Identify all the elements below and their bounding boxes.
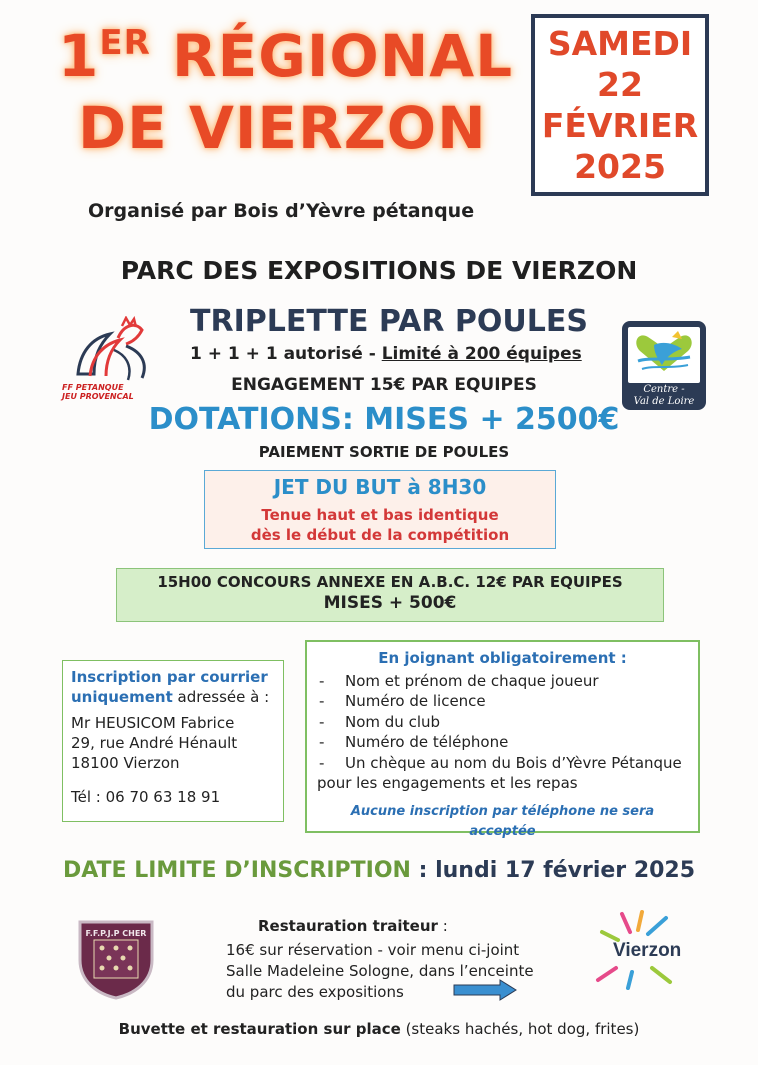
title-regional: RÉGIONAL [150,22,514,90]
organiser-text: Organisé par Bois d’Yèvre pétanque [88,200,475,222]
registration-heading-line2: uniquement [71,688,173,706]
phone-number: Tél : 06 70 63 18 91 [71,788,221,806]
date-number: 22 [597,65,643,104]
side-contest-line2: MISES + 500€ [323,593,457,613]
region-logo-line1: Centre - [643,384,685,395]
autorise-text: 1 + 1 + 1 autorisé - [190,344,376,364]
no-phone-warning: Aucune inscription par téléphone ne sera acceptée [350,803,655,839]
catering-heading [258,917,448,935]
registration-heading [71,667,275,707]
dress-code-line1: Tenue haut et bas identique [261,506,499,524]
deadline-label: DATE LIMITE D’INSCRIPTION [62,858,411,883]
date-day: SAMEDI [547,24,693,63]
catering-title-sep: : [437,917,448,935]
date-month: FÉVRIER [541,106,699,145]
deadline-separator: : [410,858,436,883]
start-time-text: JET DU BUT à 8H30 [273,475,487,499]
required-documents-list [317,671,688,774]
bar-food-line [0,1020,758,1038]
address-name: Mr HEUSICOM Fabrice [71,714,235,732]
address-city: 18100 Vierzon [71,754,180,772]
title-line-1 [58,22,513,90]
registration-heading-line1: Inscription par courrier [71,668,268,686]
required-documents-heading: En joignant obligatoirement : [378,649,627,667]
required-documents-tail: pour les engagements et les repas [317,774,578,792]
team-limit-text: Limité à 200 équipes [381,344,582,364]
deadline-date: lundi 17 février 2025 [435,858,696,883]
title-superscript: ER [99,23,151,63]
vierzon-logo-text: Vierzon [613,940,682,961]
ffpjp-cher-badge [74,914,158,1000]
side-contest-line1: 15H00 CONCOURS ANNEXE EN A.B.C. 12€ PAR EQUIPES [157,573,623,591]
registration-addressed-to: adressée à : [172,688,270,706]
catering-title: Restauration traiteur [258,917,438,935]
entry-fee-text: ENGAGEMENT 15€ PAR EQUIPES [231,375,537,395]
format-heading: TRIPLETTE PAR POULES [190,304,588,339]
list-item: - Numéro de licence [317,691,688,712]
title-number: 1 [58,22,100,90]
deadline-line [0,858,758,883]
arrow-right-icon [452,979,518,1001]
date-year: 2025 [574,147,666,186]
list-item: - Nom du club [317,712,688,733]
start-time-box [204,470,556,549]
vierzon-logo [592,910,682,990]
catering-line2: Salle Madeleine Sologne, dans l’enceinte [226,962,534,980]
payment-text: PAIEMENT SORTIE DE POULES [258,443,510,461]
catering-line3: du parc des expositions [226,983,404,1001]
side-contest-box [116,568,664,622]
region-logo-line2: Val de Loire [633,396,695,407]
dress-code-line2: dès le début de la compétition [250,526,510,544]
required-documents-box [305,640,700,839]
ffpjp-label-line2: JEU PROVENCAL [62,392,134,401]
list-item: - Numéro de téléphone [317,732,688,753]
autorise-line [190,344,582,364]
bar-food-details: (steaks hachés, hot dog, frites) [400,1020,640,1038]
ffpjp-label-line1: FF PETANQUE [62,383,124,392]
title-line-2: DE VIERZON [78,94,487,162]
catering-line1: 16€ sur réservation - voir menu ci-joint [226,941,520,959]
venue-heading: PARC DES EXPOSITIONS DE VIERZON [120,256,638,285]
cher-badge-text: F.F.P.J.P CHER [85,929,147,938]
bar-food-bold: Buvette et restauration sur place [118,1020,401,1038]
list-item: - Nom et prénom de chaque joueur [317,671,688,692]
registration-address-box [62,660,284,822]
address-street: 29, rue André Hénault [71,734,238,752]
prize-heading: DOTATIONS: MISES + 2500€ [148,402,620,437]
list-item: - Un chèque au nom du Bois d’Yèvre Pétanque [317,753,688,774]
date-box [531,14,709,196]
